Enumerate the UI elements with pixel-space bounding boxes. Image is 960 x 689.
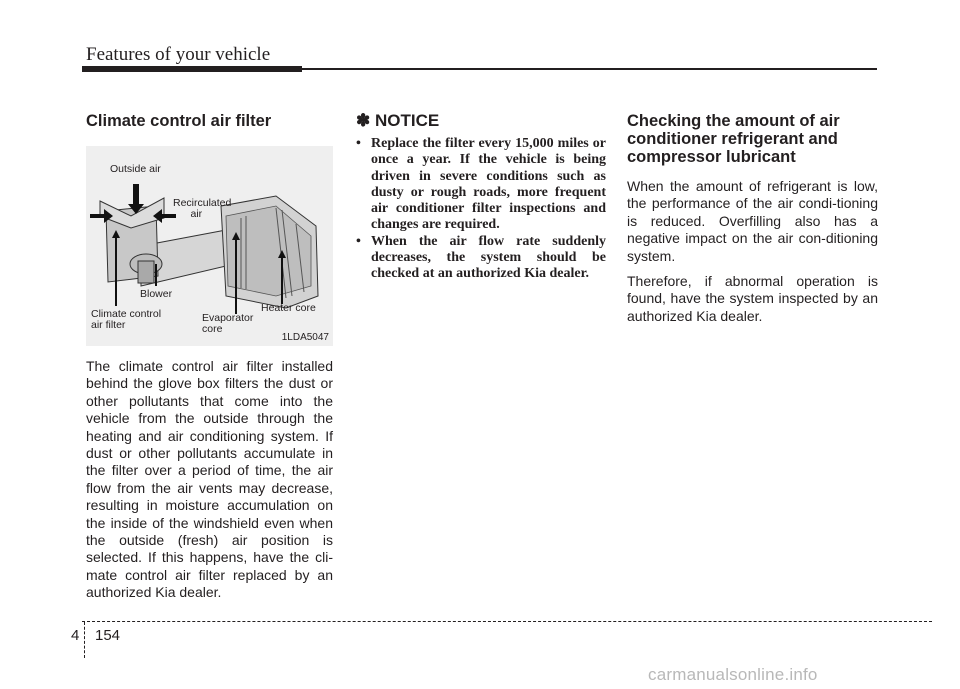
header-rule xyxy=(82,66,302,72)
bullet-icon: • xyxy=(356,136,361,151)
notice-symbol-icon: ✽ xyxy=(356,111,371,130)
refrigerant-paragraph: When the amount of refrigerant is low, the performance of the air condi-tioning is reduced. Overfilling also has a negative impact on the air con-ditioning system. xyxy=(627,178,878,264)
label-blower: Blower xyxy=(140,288,173,300)
label-heater-core: Heater core xyxy=(261,302,316,314)
air-filter-diagram xyxy=(86,146,333,346)
notice-item-text: When the air flow rate suddenly decreases, the system should be checked at an authorized Kia dealer. xyxy=(371,233,606,282)
label-evaporator: Evaporator core xyxy=(202,312,254,335)
section-title-refrigerant: Checking the amount of air conditioner refrigerant and compressor lubricant xyxy=(627,112,840,166)
label-climate-filter: Climate control air filter xyxy=(91,308,162,331)
notice-item-text: Replace the filter every 15,000 miles or once a year. If the vehicle is being driven in severe conditions such as dusty or rough roads, more frequent air conditioner filter inspections and changes are required. xyxy=(371,136,606,233)
header-rule-thin xyxy=(302,68,877,70)
bullet-icon: • xyxy=(356,233,361,249)
page-number: 154 xyxy=(95,627,121,644)
header-title: Features of your vehicle xyxy=(86,44,271,65)
chapter-number: 4 xyxy=(71,627,80,644)
section-title-air-filter: Climate control air filter xyxy=(86,112,272,130)
label-recirculated-air: Recirculated air xyxy=(173,197,232,220)
footer-rule xyxy=(82,621,932,622)
notice-item xyxy=(356,234,606,283)
right-column xyxy=(627,112,878,333)
figure-code: 1LDA5047 xyxy=(281,332,329,343)
notice-title-text: NOTICE xyxy=(374,111,440,130)
footer-divider xyxy=(84,622,85,658)
notice-item xyxy=(356,136,606,234)
air-filter-paragraph: The climate control air filter installed behind the glove box filters the dust or other pollutants that come into the vehicle from the outside through the heating and air conditioning system. If dust or other pollutants accumulate in the filter over a period of time, the air flow from the air vents may decrease, resulting in moisture accumulation on the inside of the windshield even when the outside (fresh) air position is selected. If this happens, have the cli-mate control air filter replaced by an authorized Kia dealer. xyxy=(86,358,333,601)
left-column xyxy=(86,112,333,610)
notice-column xyxy=(356,112,606,283)
label-outside-air: Outside air xyxy=(110,163,161,175)
notice-list xyxy=(356,136,606,283)
notice-title xyxy=(356,112,606,130)
refrigerant-paragraph: Therefore, if abnormal operation is found, have the system inspected by an authorized Kia dealer. xyxy=(627,273,878,324)
watermark: carmanualsonline.info xyxy=(648,665,818,684)
